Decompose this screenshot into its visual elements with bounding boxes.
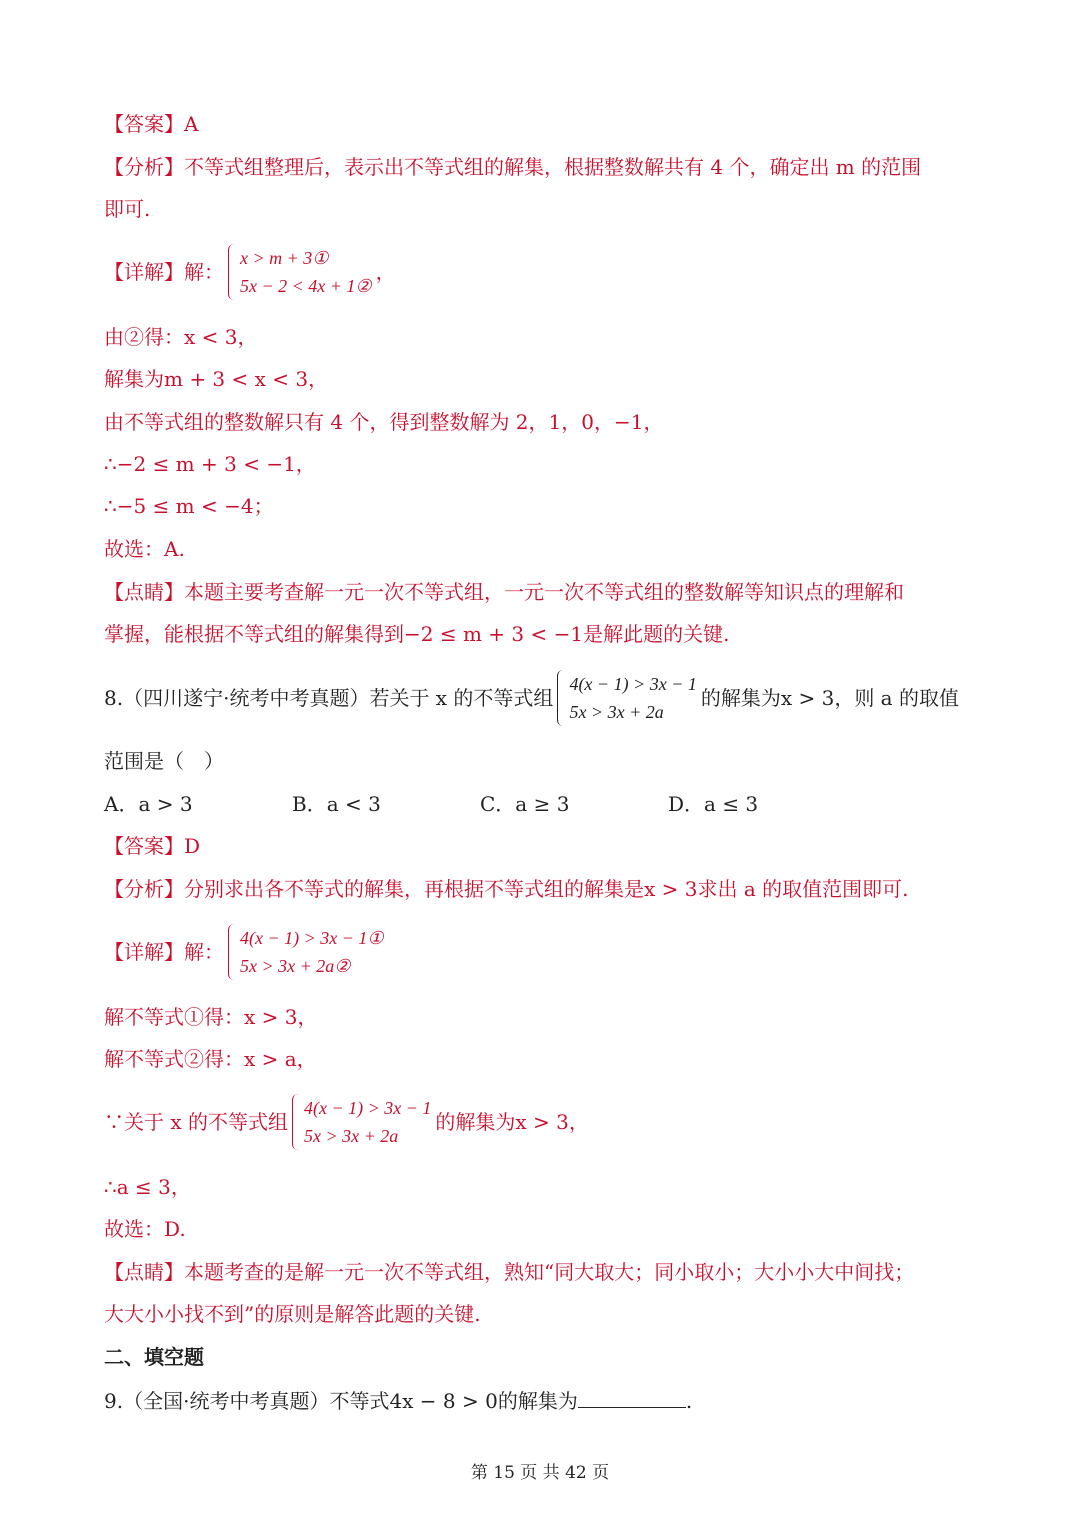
q7-comment-line2: 掌握，能根据不等式组的解集得到−2 ≤ m + 3 < −1是解此题的关键. (104, 622, 730, 646)
q8-detail (104, 924, 388, 980)
q8-stem (104, 670, 959, 726)
q7-step-2: 解集为m + 3 < x < 3， (104, 367, 329, 391)
q7-system-tail: ， (375, 260, 396, 284)
q8-option-b: B．a < 3 (292, 792, 381, 816)
q8-option-c: C．a ≥ 3 (480, 792, 570, 816)
q7-step-3: 由不等式组的整数解只有 4 个，得到整数解为 2，1，0，−1， (104, 410, 664, 434)
q8-analysis: 【分析】分别求出各不等式的解集，再根据不等式组的解集是x > 3求出 a 的取值范围即可. (104, 877, 909, 901)
q8-detail-system (228, 924, 384, 980)
q8-system-row-1: 4(x − 1) > 3x − 1 (569, 674, 697, 694)
q7-step-1: 由②得：x < 3， (104, 325, 258, 349)
q8-step-3-b: 的解集为x > 3， (435, 1110, 589, 1134)
q8-option-a: A．a > 3 (104, 792, 193, 816)
q7-step-5: ∴−5 ≤ m < −4； (104, 494, 274, 518)
q7-system-row-1: x > m + 3① (240, 248, 329, 268)
q8-step-3-system-row-2: 5x > 3x + 2a (304, 1126, 399, 1146)
q8-option-d: D．a ≤ 3 (668, 792, 759, 816)
q8-inequality-system (557, 670, 696, 726)
q8-stem-b: 的解集为x > 3，则 a 的取值 (700, 686, 959, 710)
q7-comment-line1: 【点睛】本题主要考查解一元一次不等式组，一元一次不等式组的整数解等知识点的理解和 (104, 580, 904, 604)
q8-comment-line1: 【点睛】本题考查的是解一元一次不等式组，熟知“同大取大；同小取小；大小小大中间找； (104, 1260, 915, 1284)
q8-answer: 【答案】D (104, 834, 201, 858)
q8-step-1: 解不等式①得：x > 3， (104, 1005, 318, 1029)
q7-choose: 故选：A. (104, 537, 185, 561)
q8-step-2: 解不等式②得：x > a， (104, 1047, 317, 1071)
q8-step-3-system-row-1: 4(x − 1) > 3x − 1 (304, 1098, 432, 1118)
q8-choose: 故选：D. (104, 1217, 186, 1241)
q8-step-4: ∴a ≤ 3， (104, 1175, 191, 1199)
q9-stem-end: . (685, 1389, 693, 1413)
q7-step-4: ∴−2 ≤ m + 3 < −1， (104, 452, 316, 476)
q9-stem-text: 9.（全国·统考中考真题）不等式4x − 8 > 0的解集为 (104, 1389, 578, 1413)
q8-step-3-a: ∵关于 x 的不等式组 (104, 1110, 288, 1134)
q8-detail-system-row-2: 5x > 3x + 2a② (240, 956, 351, 976)
q7-detail (104, 244, 396, 300)
q8-comment-line2: 大大小小找不到”的原则是解答此题的关键. (104, 1302, 481, 1326)
section-title-fill-in: 二、填空题 (104, 1345, 204, 1369)
q7-detail-label: 【详解】解： (104, 260, 224, 284)
q9-stem (104, 1385, 692, 1415)
q8-step-3-system (292, 1094, 431, 1150)
q8-stem-c: 范围是（ ） (104, 749, 224, 773)
q8-stem-a: 8.（四川遂宁·统考中考真题）若关于 x 的不等式组 (104, 686, 554, 710)
q7-analysis-line1: 【分析】不等式组整理后，表示出不等式组的解集，根据整数解共有 4 个，确定出 m 的范围 (104, 155, 922, 179)
q8-detail-label: 【详解】解： (104, 940, 224, 964)
q8-step-3 (104, 1094, 589, 1150)
q9-answer-blank (578, 1385, 686, 1408)
q8-system-row-2: 5x > 3x + 2a (569, 702, 664, 722)
q7-inequality-system (228, 244, 372, 300)
q7-system-row-2: 5x − 2 < 4x + 1② (240, 276, 372, 296)
page-footer: 第 15 页 共 42 页 (470, 1463, 610, 1483)
q7-analysis-line2: 即可. (104, 197, 151, 221)
q8-detail-system-row-1: 4(x − 1) > 3x − 1① (240, 928, 384, 948)
q7-answer: 【答案】A (104, 112, 199, 136)
